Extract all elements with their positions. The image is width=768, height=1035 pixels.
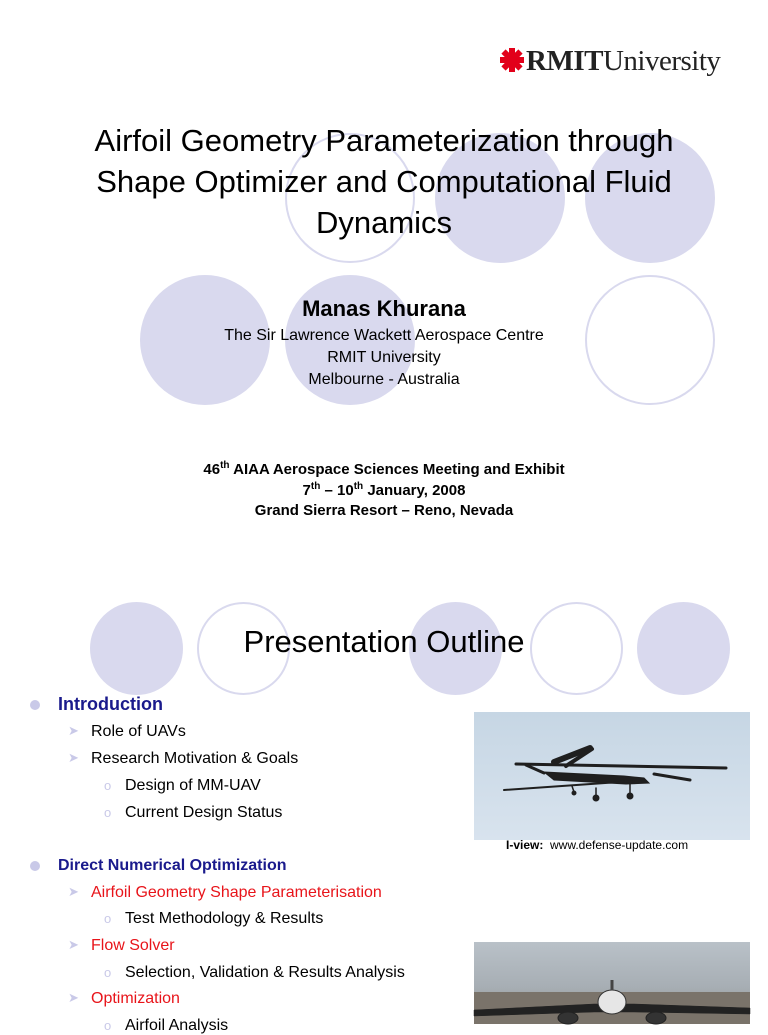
title-line: Dynamics — [315, 205, 453, 240]
slide-title: Presentation Outline — [243, 624, 525, 659]
arrow-bullet-icon: ➤ — [68, 750, 79, 765]
conference-name: 46th AIAA Aerospace Sciences Meeting and Exhibit — [203, 460, 565, 478]
bullet-dot-icon — [30, 700, 40, 710]
photo-caption: I-view: www.defense-update.com — [506, 838, 689, 852]
airliner-aircraft-icon — [474, 942, 750, 1024]
uav-photo — [474, 712, 750, 840]
aircraft-photo — [474, 942, 750, 1024]
circle-bullet-icon: o — [104, 965, 112, 980]
slide-title — [30, 120, 738, 243]
outline-list: Introduction ➤ Role of UAVs ➤ Research Motivation & Goals o Design of MM-UAV o Current Design Status Direct Numerical Optimization ➤ Airfoil Geometry Shape Parameterisation o Test Methodology & Results ➤ Flow Solver o Selection, Validation & Results Analysis ➤ Optimization o Airfoil Analysis — [0, 580, 470, 1024]
circle-bullet-icon: o — [104, 1018, 112, 1033]
affiliation — [0, 325, 768, 391]
bullet-dot-icon — [30, 861, 40, 871]
arrow-bullet-icon: ➤ — [68, 723, 79, 738]
arrow-bullet-icon: ➤ — [68, 884, 79, 899]
rmit-logo — [500, 42, 721, 82]
circle-bullet-icon: o — [104, 778, 112, 793]
logo-wordmark: RMITUniversity — [526, 45, 721, 77]
arrow-bullet-icon: ➤ — [68, 937, 79, 952]
affiliation-line: The Sir Lawrence Wackett Aerospace Centre — [224, 327, 544, 344]
title-line: Shape Optimizer and Computational Fluid — [96, 164, 672, 199]
affiliation-line: RMIT University — [327, 349, 441, 366]
uav-aircraft-icon — [474, 712, 750, 840]
arrow-bullet-icon: ➤ — [68, 990, 79, 1005]
conference-info — [0, 460, 768, 522]
conference-dates: 7th – 10th January, 2008 — [302, 480, 466, 499]
affiliation-line: Melbourne - Australia — [308, 371, 460, 388]
author-name: Manas Khurana — [302, 296, 466, 321]
rmit-logo-mark-icon — [500, 48, 524, 72]
outline-slide — [0, 580, 768, 1034]
circle-bullet-icon: o — [104, 805, 112, 820]
circle-bullet-icon: o — [104, 911, 112, 926]
title-line: Airfoil Geometry Parameterization through — [94, 123, 674, 158]
conference-venue: Grand Sierra Resort – Reno, Nevada — [254, 502, 514, 519]
